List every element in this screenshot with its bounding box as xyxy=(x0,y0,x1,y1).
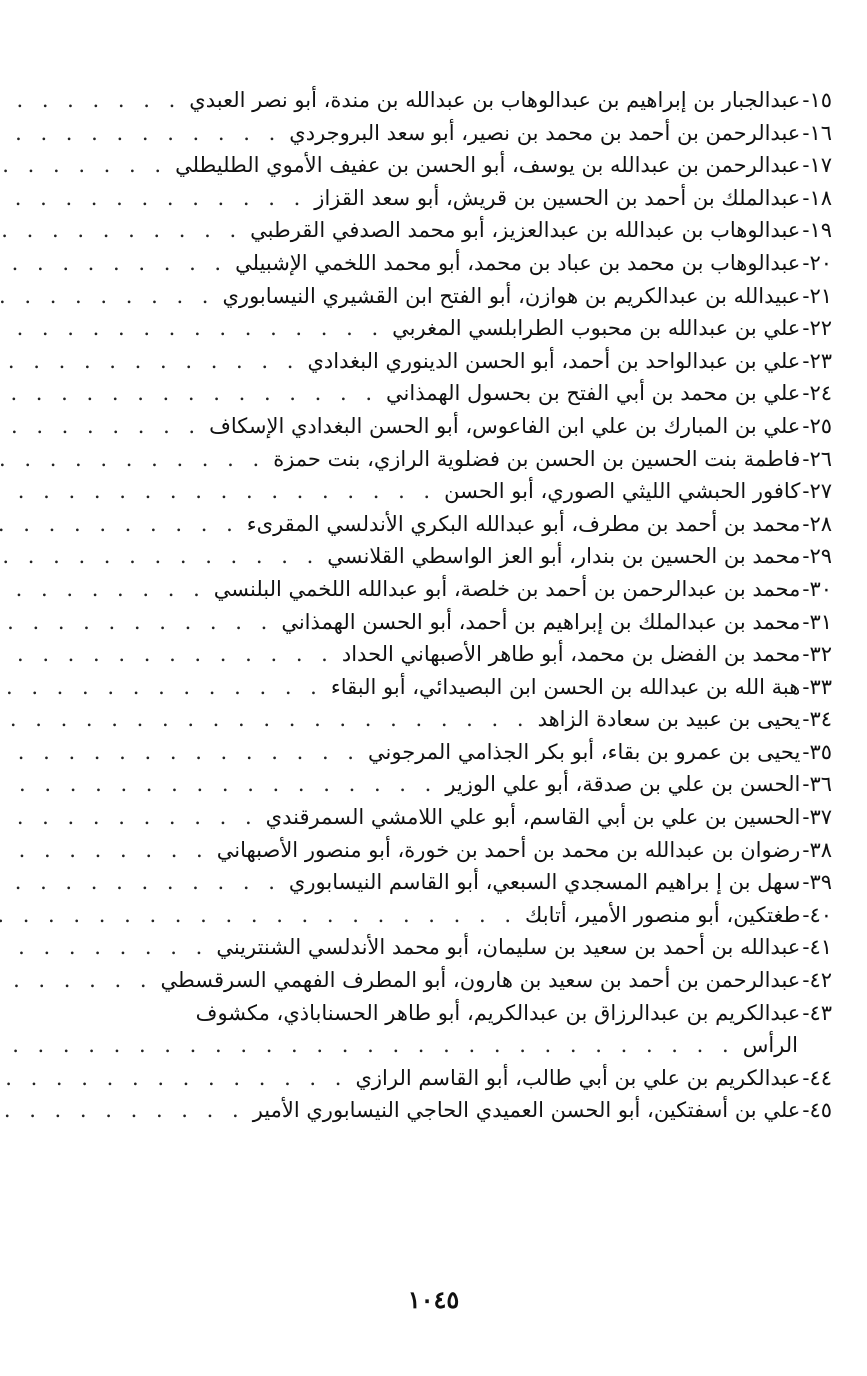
entry-title: عبدالكريم بن علي بن أبي طالب، أبو القاسم الرازي xyxy=(355,1065,801,1090)
entry-title: علي بن محمد بن أبي الفتح بن بحسول الهمذاني xyxy=(386,381,801,406)
toc-entry xyxy=(72,117,832,150)
entry-number: ٤٣- xyxy=(802,1000,832,1025)
toc-entry xyxy=(72,606,832,639)
leader-dots xyxy=(0,117,289,150)
entry-title: عبدالرحمن بن عبدالله بن يوسف، أبو الحسن بن عفيف الأموي الطليطلي xyxy=(175,153,801,178)
leader-dots xyxy=(0,606,281,639)
toc-entry xyxy=(72,540,832,573)
leader-dots xyxy=(0,768,445,801)
toc-entry xyxy=(72,964,832,997)
toc-entry xyxy=(72,377,832,410)
entry-title: عبدالوهاب بن عبدالله بن عبدالعزيز، أبو محمد الصدفي القرطبي xyxy=(250,218,801,243)
toc-entry xyxy=(72,834,832,867)
entry-title: هبة الله بن عبدالله بن الحسن ابن البصيدائي، أبو البقاء xyxy=(330,674,801,699)
toc-entry xyxy=(72,801,832,834)
toc-entry xyxy=(72,182,832,215)
toc-entry xyxy=(72,280,832,313)
entry-title-continued: الرأس xyxy=(742,1033,798,1058)
leader-dots xyxy=(0,703,538,736)
toc-entry xyxy=(72,866,832,899)
entry-title: عبدالله بن أحمد بن سعيد بن سليمان، أبو محمد الأندلسي الشنتريني xyxy=(216,935,801,960)
entry-title: محمد بن الفضل بن محمد، أبو طاهر الأصبهاني الحداد xyxy=(341,642,801,667)
leader-dots xyxy=(0,443,273,476)
entry-title: سهل بن إ براهيم المسجدي السبعي، أبو القاسم النيسابوري xyxy=(288,870,801,895)
leader-dots xyxy=(0,834,217,867)
entry-title: الحسن بن علي بن صدقة، أبو علي الوزير xyxy=(445,772,801,797)
entry-number: ١٦- xyxy=(802,120,832,145)
leader-dots xyxy=(0,377,386,410)
toc-entry xyxy=(72,1094,832,1127)
entry-title: عبيدالله بن عبدالكريم بن هوازن، أبو الفتح ابن القشيري النيسابوري xyxy=(222,283,801,308)
entry-title: محمد بن عبدالرحمن بن أحمد بن خلصة، أبو عبدالله اللخمي البلنسي xyxy=(213,576,801,601)
entry-number: ١٧- xyxy=(802,153,832,178)
leader-dots xyxy=(0,1094,253,1127)
entry-title: عبدالكريم بن عبدالرزاق بن عبدالكريم، أبو طاهر الحسناباذي، مكشوف xyxy=(195,1000,801,1025)
toc-entry xyxy=(72,768,832,801)
toc-entry xyxy=(72,410,832,443)
toc-entry xyxy=(72,345,832,378)
entry-title: علي بن أسفتكين، أبو الحسن العميدي الحاجي النيسابوري الأمير xyxy=(252,1098,801,1123)
entry-number: ٢٩- xyxy=(802,544,832,569)
entry-number: ٢١- xyxy=(802,283,832,308)
entry-number: ٣٤- xyxy=(802,707,832,732)
leader-dots xyxy=(0,149,175,182)
entry-title: علي بن عبدالواحد بن أحمد، أبو الحسن الدينوري البغدادي xyxy=(307,348,801,373)
entry-number: ٤١- xyxy=(802,935,832,960)
toc-entry xyxy=(72,573,832,606)
leader-dots xyxy=(0,899,525,932)
leader-dots xyxy=(0,312,392,345)
leader-dots xyxy=(0,280,222,313)
entry-number: ٣٣- xyxy=(802,674,832,699)
entry-title: طغتكين، أبو منصور الأمير، أتابك xyxy=(525,902,801,927)
toc-entry xyxy=(72,443,832,476)
toc-entry xyxy=(72,247,832,280)
leader-dots xyxy=(0,345,307,378)
entry-number: ٤٥- xyxy=(802,1098,832,1123)
entry-title: عبدالملك بن أحمد بن الحسين بن قريش، أبو سعد القزاز xyxy=(314,185,801,210)
entry-number: ٢٨- xyxy=(802,511,832,536)
page-number: ١٠٤٥ xyxy=(407,1285,460,1314)
entry-number: ٣٢- xyxy=(802,642,832,667)
entry-number: ٤٤- xyxy=(802,1065,832,1090)
entry-number: ١٨- xyxy=(802,185,832,210)
entry-number: ٢٢- xyxy=(802,316,832,341)
entry-title: رضوان بن عبدالله بن محمد بن أحمد بن خورة، أبو منصور الأصبهاني xyxy=(216,837,801,862)
toc-entry xyxy=(72,149,832,182)
entry-number: ٣٩- xyxy=(802,870,832,895)
leader-dots xyxy=(0,410,209,443)
entry-title: يحيى بن عمرو بن بقاء، أبو بكر الجذامي المرجوني xyxy=(368,739,801,764)
entry-title: عبدالرحمن بن أحمد بن سعيد بن هارون، أبو المطرف الفهمي السرقسطي xyxy=(160,968,801,993)
entry-number: ٤٢- xyxy=(802,968,832,993)
leader-dots xyxy=(0,475,444,508)
leader-dots xyxy=(0,84,189,117)
entry-number: ٢٣- xyxy=(802,348,832,373)
entry-title: كافور الحبشي الليثي الصوري، أبو الحسن xyxy=(444,479,801,504)
leader-dots xyxy=(0,214,250,247)
leader-dots xyxy=(0,1029,743,1062)
entry-number: ٣٦- xyxy=(802,772,832,797)
entry-number: ٣٧- xyxy=(802,805,832,830)
entry-title: محمد بن أحمد بن مطرف، أبو عبدالله البكري الأندلسي المقرىء xyxy=(246,511,801,536)
entry-title: عبدالرحمن بن أحمد بن محمد بن نصير، أبو سعد البروجردي xyxy=(289,120,801,145)
leader-dots xyxy=(0,964,161,997)
toc-entry xyxy=(72,703,832,736)
toc-entry xyxy=(72,312,832,345)
leader-dots xyxy=(0,247,235,280)
leader-dots xyxy=(0,638,342,671)
leader-dots xyxy=(0,801,266,834)
entry-number: ٣٠- xyxy=(802,576,832,601)
entry-title: علي بن عبدالله بن محبوب الطرابلسي المغربي xyxy=(392,316,801,341)
leader-dots xyxy=(0,931,216,964)
entry-number: ٢٤- xyxy=(802,381,832,406)
leader-dots xyxy=(0,508,247,541)
toc-entry xyxy=(72,84,832,117)
toc-entry xyxy=(72,1062,832,1095)
entry-number: ١٩- xyxy=(802,218,832,243)
leader-dots xyxy=(0,1062,355,1095)
entry-number: ٣٥- xyxy=(802,739,832,764)
toc-entry xyxy=(72,638,832,671)
entry-title: عبدالجبار بن إبراهيم بن عبدالوهاب بن عبدالله بن مندة، أبو نصر العبدي xyxy=(189,88,801,112)
leader-dots xyxy=(0,573,214,606)
entry-number: ٢٦- xyxy=(802,446,832,471)
table-of-contents xyxy=(72,84,832,1127)
toc-entry xyxy=(72,508,832,541)
entry-title: عبدالوهاب بن محمد بن عباد بن محمد، أبو محمد اللخمي الإشبيلي xyxy=(235,250,801,275)
leader-dots xyxy=(0,182,314,215)
toc-entry xyxy=(72,475,832,508)
entry-number: ٢٧- xyxy=(802,479,832,504)
toc-entry xyxy=(72,931,832,964)
toc-entry xyxy=(72,899,832,932)
toc-entry xyxy=(72,736,832,769)
toc-entry xyxy=(72,671,832,704)
entry-title: محمد بن الحسين بن بندار، أبو العز الواسطي القلانسي xyxy=(327,544,801,569)
entry-number: ٢٥- xyxy=(802,413,832,438)
toc-entry xyxy=(72,214,832,247)
entry-title: علي بن المبارك بن علي ابن الفاعوس، أبو الحسن البغدادي الإسكاف xyxy=(209,413,801,438)
leader-dots xyxy=(0,671,331,704)
entry-title: فاطمة بنت الحسين بن الحسن بن فضلوية الرازي، بنت حمزة xyxy=(273,446,801,471)
entry-number: ٣١- xyxy=(802,609,832,634)
entry-title: محمد بن عبدالملك بن إبراهيم بن أحمد، أبو الحسن الهمذاني xyxy=(281,609,801,634)
toc-entry xyxy=(72,997,832,1062)
entry-number: ٢٠- xyxy=(802,250,832,275)
entry-number: ١٥- xyxy=(802,88,832,112)
entry-number: ٣٨- xyxy=(802,837,832,862)
leader-dots xyxy=(0,736,368,769)
leader-dots xyxy=(0,866,289,899)
leader-dots xyxy=(0,540,327,573)
entry-title: يحيى بن عبيد بن سعادة الزاهد xyxy=(537,707,801,732)
entry-title: الحسين بن علي بن أبي القاسم، أبو علي اللامشي السمرقندي xyxy=(265,805,801,830)
entry-number: ٤٠- xyxy=(802,902,832,927)
